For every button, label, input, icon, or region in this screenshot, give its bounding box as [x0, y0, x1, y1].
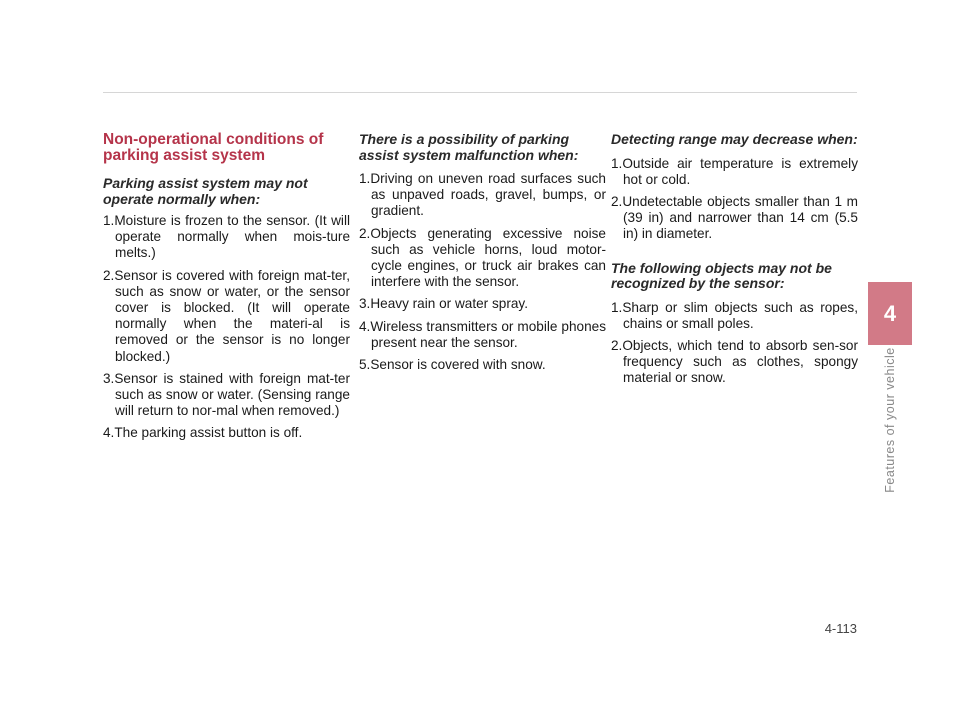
subheading-may-not-operate: Parking assist system may not operate normally when: [103, 175, 308, 207]
page-number: 4-113 [824, 621, 857, 636]
range-list [611, 156, 858, 243]
list-item: 1.Outside air temperature is extremely hot or cold. [611, 155, 858, 187]
list-item: 1.Sharp or slim objects such as ropes, chains or small poles. [611, 299, 858, 331]
subheading-not-recognized: The following objects may not be recognized by the sensor: [611, 259, 832, 292]
column-1 [103, 132, 350, 448]
list-item: 3.Heavy rain or water spray. [359, 296, 528, 312]
malfunction-list [359, 171, 606, 373]
subheading-malfunction: There is a possibility of parking assist system malfunction when: [359, 131, 579, 163]
list-item: 2.Objects generating excessive noise such as vehicle horns, loud motor-cycle engines, or truck air brakes can interfere with the sensor. [359, 225, 606, 290]
section-title: Non-operational conditions of parking assist system [103, 131, 324, 164]
header-divider [103, 92, 857, 93]
list-item: 1.Moisture is frozen to the sensor. (It will operate normally when mois-ture melts.) [103, 213, 350, 261]
section-vertical-label: Features of your vehicle [883, 347, 897, 493]
list-item: 4.The parking assist button is off. [103, 425, 303, 441]
list-item: 2.Undetectable objects smaller than 1 m (39 in) and narrower than 14 cm (5.5 in) in diameter. [611, 193, 858, 242]
list-item: 2.Objects, which tend to absorb sen-sor frequency such as clothes, spongy material or snow. [611, 337, 858, 386]
column-2 [359, 132, 606, 379]
list-item: 3.Sensor is stained with foreign mat-ter such as snow or water. (Sensing range will return to nor-mal when removed.) [103, 370, 350, 419]
list-item: 4.Wireless transmitters or mobile phones present near the sensor. [359, 318, 606, 350]
column-3 [611, 132, 858, 393]
list-item: 1.Driving on uneven road surfaces such as unpaved roads, gravel, bumps, or gradient. [359, 171, 606, 219]
section-tab: 4 [868, 282, 912, 345]
list-item: 2.Sensor is covered with foreign mat-ter, such as snow or water, or the sensor cover is blocked. (It will operate normally when the materi-al is removed or the sensor is no longer blocked.) [103, 267, 350, 364]
unrecognized-list [611, 300, 858, 387]
subheading-range-decrease: Detecting range may decrease when: [611, 131, 858, 147]
list-item: 5.Sensor is covered with snow. [359, 357, 546, 373]
condition-list [103, 213, 350, 442]
